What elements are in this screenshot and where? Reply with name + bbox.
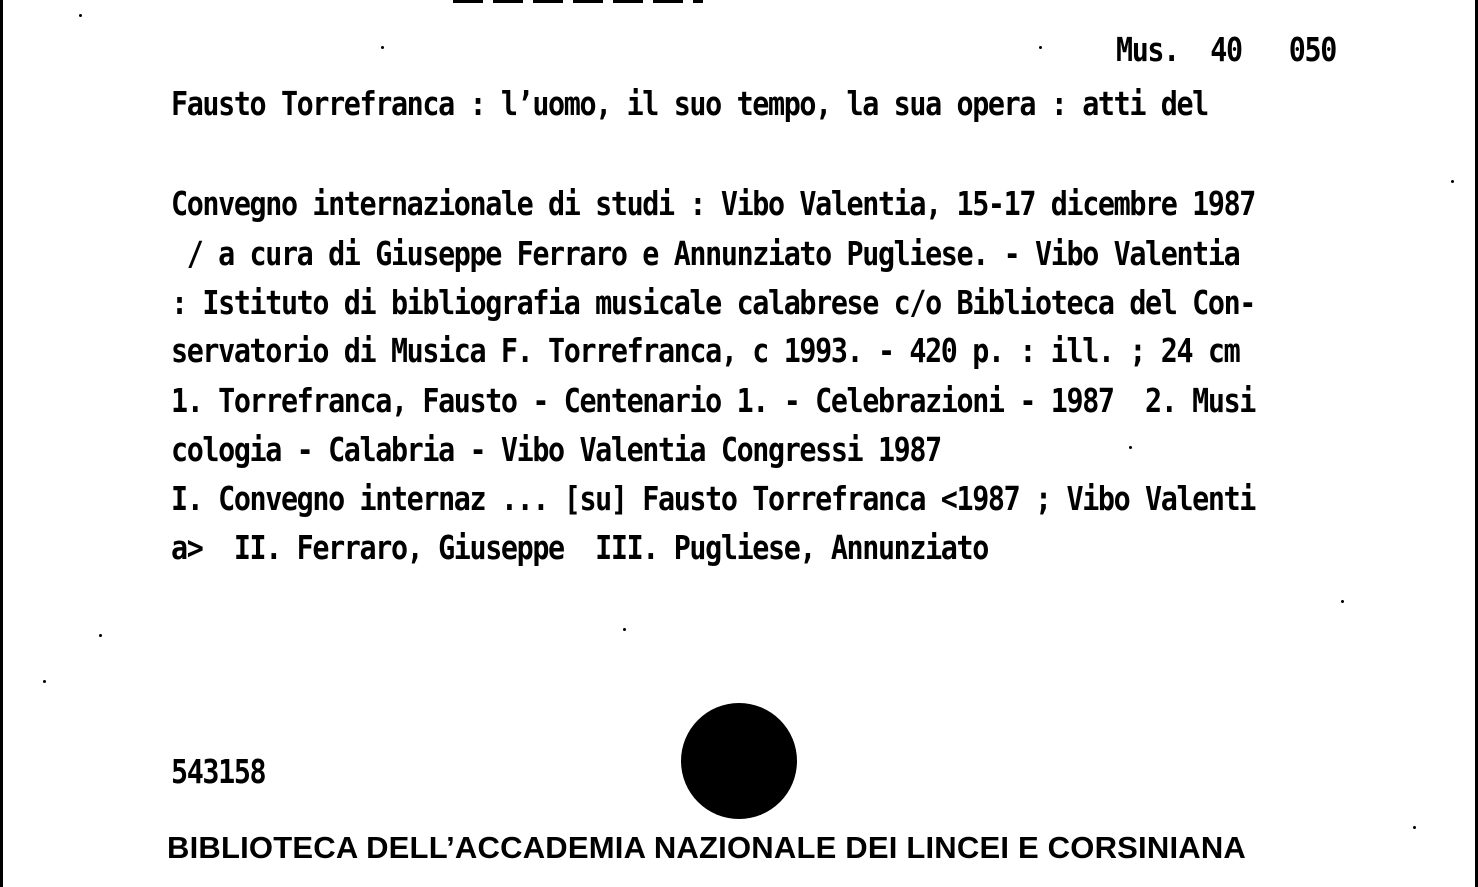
shelfmark: Mus. 40 050 [1116, 30, 1336, 69]
body-line: / a cura di Giuseppe Ferraro e Annunziato Pugliese. - Vibo Valentia [171, 234, 1240, 273]
scan-speck [1341, 600, 1344, 603]
body-line: I. Convegno internaz ... [su] Fausto Torrefranca <1987 ; Vibo Valenti [171, 479, 1256, 518]
top-edge-mark [453, 0, 703, 3]
scan-speck [1039, 46, 1042, 49]
scan-speck [1413, 826, 1416, 829]
library-name: BIBLIOTECA DELL’ACCADEMIA NAZIONALE DEI LINCEI E CORSINIANA [167, 830, 1247, 865]
body-line: : Istituto di bibliografia musicale calabrese c/o Biblioteca del Con- [171, 283, 1256, 322]
accession-number: 543158 [171, 752, 266, 791]
scan-speck [1129, 446, 1132, 449]
scan-speck [99, 634, 102, 637]
scan-speck [43, 680, 46, 683]
title-line: Fausto Torrefranca : l’uomo, il suo tempo, la sua opera : atti del [171, 84, 1208, 123]
body-line: a> II. Ferraro, Giuseppe III. Pugliese, Annunziato [171, 528, 988, 567]
scan-speck [79, 14, 82, 17]
scan-speck [623, 628, 626, 631]
punch-hole [681, 703, 797, 819]
body-line: Convegno internazionale di studi : Vibo Valentia, 15-17 dicembre 1987 [171, 184, 1256, 223]
body-line: servatorio di Musica F. Torrefranca, c 1993. - 420 p. : ill. ; 24 cm [171, 331, 1240, 370]
scan-speck [381, 46, 384, 49]
scan-speck [1451, 180, 1454, 183]
body-line: 1. Torrefranca, Fausto - Centenario 1. - Celebrazioni - 1987 2. Musi [171, 381, 1256, 420]
body-line: cologia - Calabria - Vibo Valentia Congressi 1987 [171, 430, 941, 469]
